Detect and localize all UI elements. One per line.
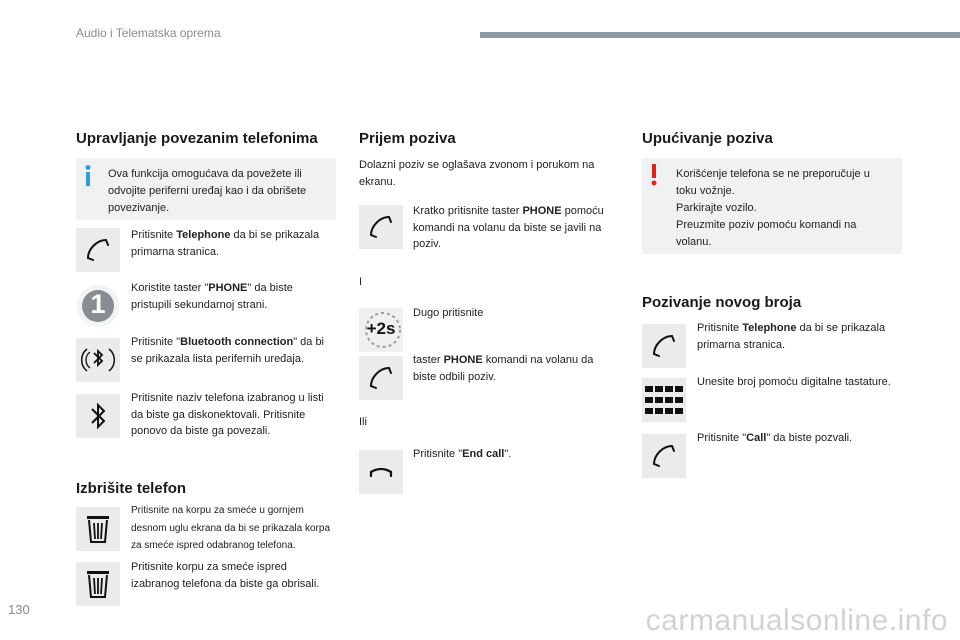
step-phone-key-text: Koristite taster "PHONE" da biste pristupili sekundarnoj strani. xyxy=(131,282,293,311)
end-call-text: Pritisnite "End call". xyxy=(413,448,512,460)
keypad-icon xyxy=(642,378,686,422)
page-number: 130 xyxy=(8,602,30,617)
receive-intro: Dolazni poziv se oglašava zvonom i porukom na ekranu. xyxy=(359,159,595,188)
phone-handset-icon xyxy=(359,205,403,249)
long-press-icon xyxy=(359,308,403,352)
or-label: Ili xyxy=(359,416,367,428)
bluetooth-icon xyxy=(76,394,120,438)
warning-note-text: Korišćenje telefona se ne preporučuje u toku vožnje. Parkirajte vozilo. Preuzmite poziv pomoću komandi na volanu. xyxy=(676,168,870,248)
step-disconnect-text: Pritisnite naziv telefona izabranog u listi da biste ga diskonektovali. Pritisnite ponovo da biste ga povezali. xyxy=(131,392,324,437)
delete-step-1-text: Pritisnite na korpu za smeće u gornjem desnom uglu ekrana da bi se prikazala korpa za smeće ispred odabranog telefona. xyxy=(131,505,331,551)
end-call-icon xyxy=(359,450,403,494)
header-bar xyxy=(480,32,960,38)
trash-icon xyxy=(76,562,120,606)
delete-step-2-text: Pritisnite korpu za smeće ispred izabranog telefona da biste ga obrisali. xyxy=(131,561,320,590)
watermark: carmanualsonline.info xyxy=(645,604,948,637)
new-number-step-2: Unesite broj pomoću digitalne tastature. xyxy=(697,376,891,388)
heading-new-number: Pozivanje novog broja xyxy=(642,294,802,311)
or-label: I xyxy=(359,276,363,288)
heading-connected-phones: Upravljanje povezanim telefonima xyxy=(76,130,318,147)
phone-handset-icon xyxy=(359,356,403,400)
long-press-text: Dugo pritisnite xyxy=(413,307,484,319)
trash-icon xyxy=(76,507,120,551)
reject-step-text: taster PHONE komandi na volanu da biste odbili poziv. xyxy=(413,354,594,383)
warning-icon xyxy=(648,164,660,186)
warning-note xyxy=(642,158,902,254)
new-number-step-3: Pritisnite "Call" da biste pozvali. xyxy=(697,432,853,444)
phone-handset-icon xyxy=(642,434,686,478)
phone-handset-icon xyxy=(76,228,120,272)
new-number-step-1: Pritisnite Telephone da bi se prikazala primarna stranica. xyxy=(697,322,886,351)
heading-receive-call: Prijem poziva xyxy=(359,130,456,147)
heading-delete-phone: Izbrišite telefon xyxy=(76,480,187,497)
step-telephone-text: Pritisnite Telephone da bi se prikazala primarna stranica. xyxy=(131,229,320,258)
answer-step-text: Kratko pritisnite taster PHONE pomoću komandi na volanu da biste se javili na poziv. xyxy=(413,205,604,250)
header-title: Audio i Telematska oprema xyxy=(76,26,221,40)
info-icon xyxy=(82,164,94,186)
step-number-badge xyxy=(76,284,120,328)
phone-handset-icon xyxy=(642,324,686,368)
info-note-text: Ova funkcija omogućava da povežete ili odvojite periferni uređaj kao i da obrišete povezivanje. xyxy=(108,168,307,214)
bluetooth-connection-icon xyxy=(76,338,120,382)
long-press-label: +2s xyxy=(366,319,396,338)
step-number: 1 xyxy=(90,289,106,319)
info-note xyxy=(76,158,336,220)
heading-make-call: Upućivanje poziva xyxy=(642,130,773,147)
step-bluetooth-text: Pritisnite "Bluetooth connection" da bi se prikazala lista perifernih uređaja. xyxy=(131,336,325,365)
